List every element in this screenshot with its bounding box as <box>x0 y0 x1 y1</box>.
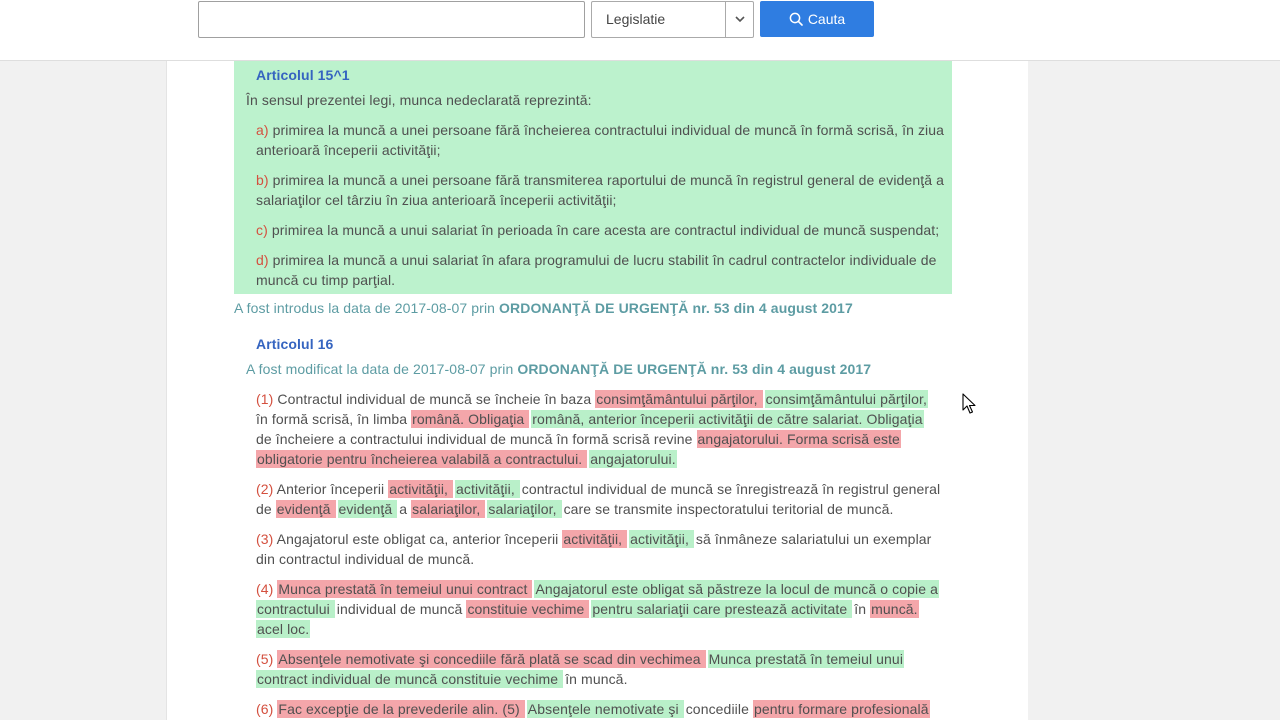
category-select-value: Legislatie <box>606 11 666 27</box>
inserted-text: Angajatorul este obligat să păstreze la locul de muncă o copie a <box>535 581 938 597</box>
inserted-text: activităţii, <box>630 531 693 547</box>
item-line <box>256 170 952 190</box>
article-items <box>234 120 952 290</box>
top-search-bar <box>0 0 1280 61</box>
plain-text: concediile <box>685 701 753 717</box>
plain-text: care se transmite inspectoratului teritorial de muncă. <box>563 501 894 517</box>
deleted-text: română. Obligaţia <box>412 411 529 427</box>
plain-text: în muncă. <box>565 671 628 687</box>
inserted-text: Munca prestată în temeiul unui <box>708 651 904 667</box>
item-text: primirea la muncă a unui salariat în perioada în care acesta are contractul individual de muncă suspendat; <box>271 222 940 238</box>
article-title: Articolul 16 <box>256 336 334 352</box>
paragraph-line <box>256 499 952 519</box>
paragraph-line <box>256 549 952 569</box>
article-title: Articolul 15^1 <box>256 67 350 83</box>
deleted-text: activităţii, <box>389 481 453 497</box>
paragraph <box>234 479 952 519</box>
amending-act-link[interactable]: ORDONANŢĂ DE URGENŢĂ nr. 53 din 4 august 2017 <box>499 300 853 316</box>
plain-text: de încheiere a contractului individual de muncă în formă scrisă revine <box>256 431 697 447</box>
plain-text: contractul individual de muncă se înregistrează în registrul general <box>521 481 941 497</box>
paragraph-number: (3) <box>256 531 274 547</box>
paragraph <box>234 529 952 569</box>
paragraph-line <box>256 449 952 469</box>
item-label: a) <box>256 122 269 138</box>
law-content <box>234 61 952 719</box>
deleted-text: constituie vechime <box>467 601 589 617</box>
plain-text: Angajatorul este obligat ca, anterior începerii <box>276 531 563 547</box>
amendment-note-text: A fost modificat la data de 2017-08-07 prin <box>246 361 514 377</box>
paragraph-line <box>256 619 952 639</box>
list-item <box>234 120 952 160</box>
paragraph <box>234 579 952 639</box>
search-button-label: Cauta <box>807 11 846 27</box>
inserted-text: pentru salariaţii care prestează activitate <box>592 601 852 617</box>
item-text: muncă cu timp parţial. <box>256 272 396 288</box>
list-item <box>234 220 952 240</box>
item-text: primirea la muncă a unui salariat în afara programului de lucru stabilit în cadrul contractelor individuale de <box>272 252 937 268</box>
plain-text: de <box>256 501 276 517</box>
paragraph-line <box>256 409 952 429</box>
inserted-text: română, anterior începerii activităţii de către salariat. Obligaţia <box>532 411 923 427</box>
category-select[interactable] <box>591 1 754 38</box>
paragraph-line <box>256 699 952 719</box>
paragraph-line <box>256 649 952 669</box>
paragraph-line <box>256 389 952 409</box>
paragraph-line <box>256 599 952 619</box>
deleted-text: Munca prestată în temeiul unui contract <box>278 581 532 597</box>
item-line <box>256 120 952 140</box>
chevron-down-icon <box>735 16 745 23</box>
paragraph-line <box>256 479 952 499</box>
inserted-text: contract individual de muncă constituie vechime <box>257 671 563 687</box>
paragraph-number: (1) <box>256 391 274 407</box>
plain-text: individual de muncă <box>336 601 467 617</box>
item-line <box>256 190 952 210</box>
paragraph-number: (5) <box>256 651 274 667</box>
item-text: salariaţilor cel târziu în ziua anterioară începerii activităţii; <box>256 192 617 208</box>
paragraph-number: (4) <box>256 581 274 597</box>
inserted-text: acel loc. <box>257 621 310 637</box>
article-intro: În sensul prezentei legi, munca nedeclarată reprezintă: <box>246 92 592 108</box>
plain-text: Anterior începerii <box>276 481 389 497</box>
item-label: c) <box>256 222 268 238</box>
item-line <box>256 220 952 240</box>
item-label: d) <box>256 252 269 268</box>
list-item <box>234 250 952 290</box>
inserted-text: consimţământului părţilor, <box>765 391 927 407</box>
deleted-text: salariaţilor, <box>412 501 485 517</box>
item-line <box>256 250 952 270</box>
item-text: anterioară începerii activităţii; <box>256 142 441 158</box>
search-input[interactable] <box>198 1 585 38</box>
paragraph <box>234 699 952 719</box>
deleted-text: angajatorului. Forma scrisă este <box>697 431 900 447</box>
paragraph <box>234 649 952 689</box>
article-paragraphs <box>234 389 952 719</box>
amendment-note <box>234 359 952 379</box>
inserted-text: Absenţele nemotivate şi <box>527 701 683 717</box>
amendment-note-text: A fost introdus la data de 2017-08-07 prin <box>234 300 496 316</box>
item-line <box>256 270 952 290</box>
inserted-text: activităţii, <box>456 481 519 497</box>
mouse-cursor-icon <box>962 393 976 415</box>
deleted-text: Fac excepţie de la prevederile alin. (5) <box>278 701 524 717</box>
deleted-text: consimţământului părţilor, <box>596 391 762 407</box>
paragraph-line <box>256 529 952 549</box>
inserted-text: salariaţilor, <box>488 501 561 517</box>
article-15-1-block <box>234 61 952 294</box>
amendment-note <box>234 298 952 318</box>
inserted-text: angajatorului. <box>590 451 676 467</box>
deleted-text: activităţii, <box>563 531 627 547</box>
item-label: b) <box>256 172 269 188</box>
deleted-text: muncă. <box>871 601 918 617</box>
list-item <box>234 170 952 210</box>
document-column <box>166 61 1028 720</box>
paragraph-line <box>256 579 952 599</box>
plain-text: în <box>854 601 871 617</box>
inserted-text: evidenţă <box>338 501 397 517</box>
item-line <box>256 140 952 160</box>
deleted-text: evidenţă <box>276 501 335 517</box>
search-button[interactable] <box>760 1 874 37</box>
plain-text: a <box>399 501 412 517</box>
deleted-text: Absenţele nemotivate şi concediile fără plată se scad din vechimea <box>278 651 705 667</box>
plain-text: Contractul individual de muncă se încheie în baza <box>277 391 596 407</box>
paragraph-line <box>256 429 952 449</box>
plain-text: în formă scrisă, în limba <box>256 411 412 427</box>
paragraph-number: (6) <box>256 701 274 717</box>
search-icon <box>789 12 803 26</box>
paragraph-number: (2) <box>256 481 274 497</box>
paragraph-line <box>256 669 952 689</box>
dropdown-toggle[interactable] <box>725 2 753 37</box>
inserted-text: contractului <box>257 601 334 617</box>
amending-act-link[interactable]: ORDONANŢĂ DE URGENŢĂ nr. 53 din 4 august 2017 <box>517 361 872 377</box>
deleted-text: obligatorie pentru încheierea valabilă a contractului. <box>257 451 587 467</box>
paragraph <box>234 389 952 469</box>
deleted-text: pentru formare profesională <box>753 701 929 717</box>
item-text: primirea la muncă a unei persoane fără transmiterea raportului de muncă în registrul general de evidenţă a <box>272 172 944 188</box>
plain-text: din contractul individual de muncă. <box>256 551 475 567</box>
item-text: primirea la muncă a unei persoane fără încheierea contractului individual de muncă în formă scrisă, în ziua <box>272 122 945 138</box>
plain-text: să înmâneze salariatului un exemplar <box>695 531 932 547</box>
